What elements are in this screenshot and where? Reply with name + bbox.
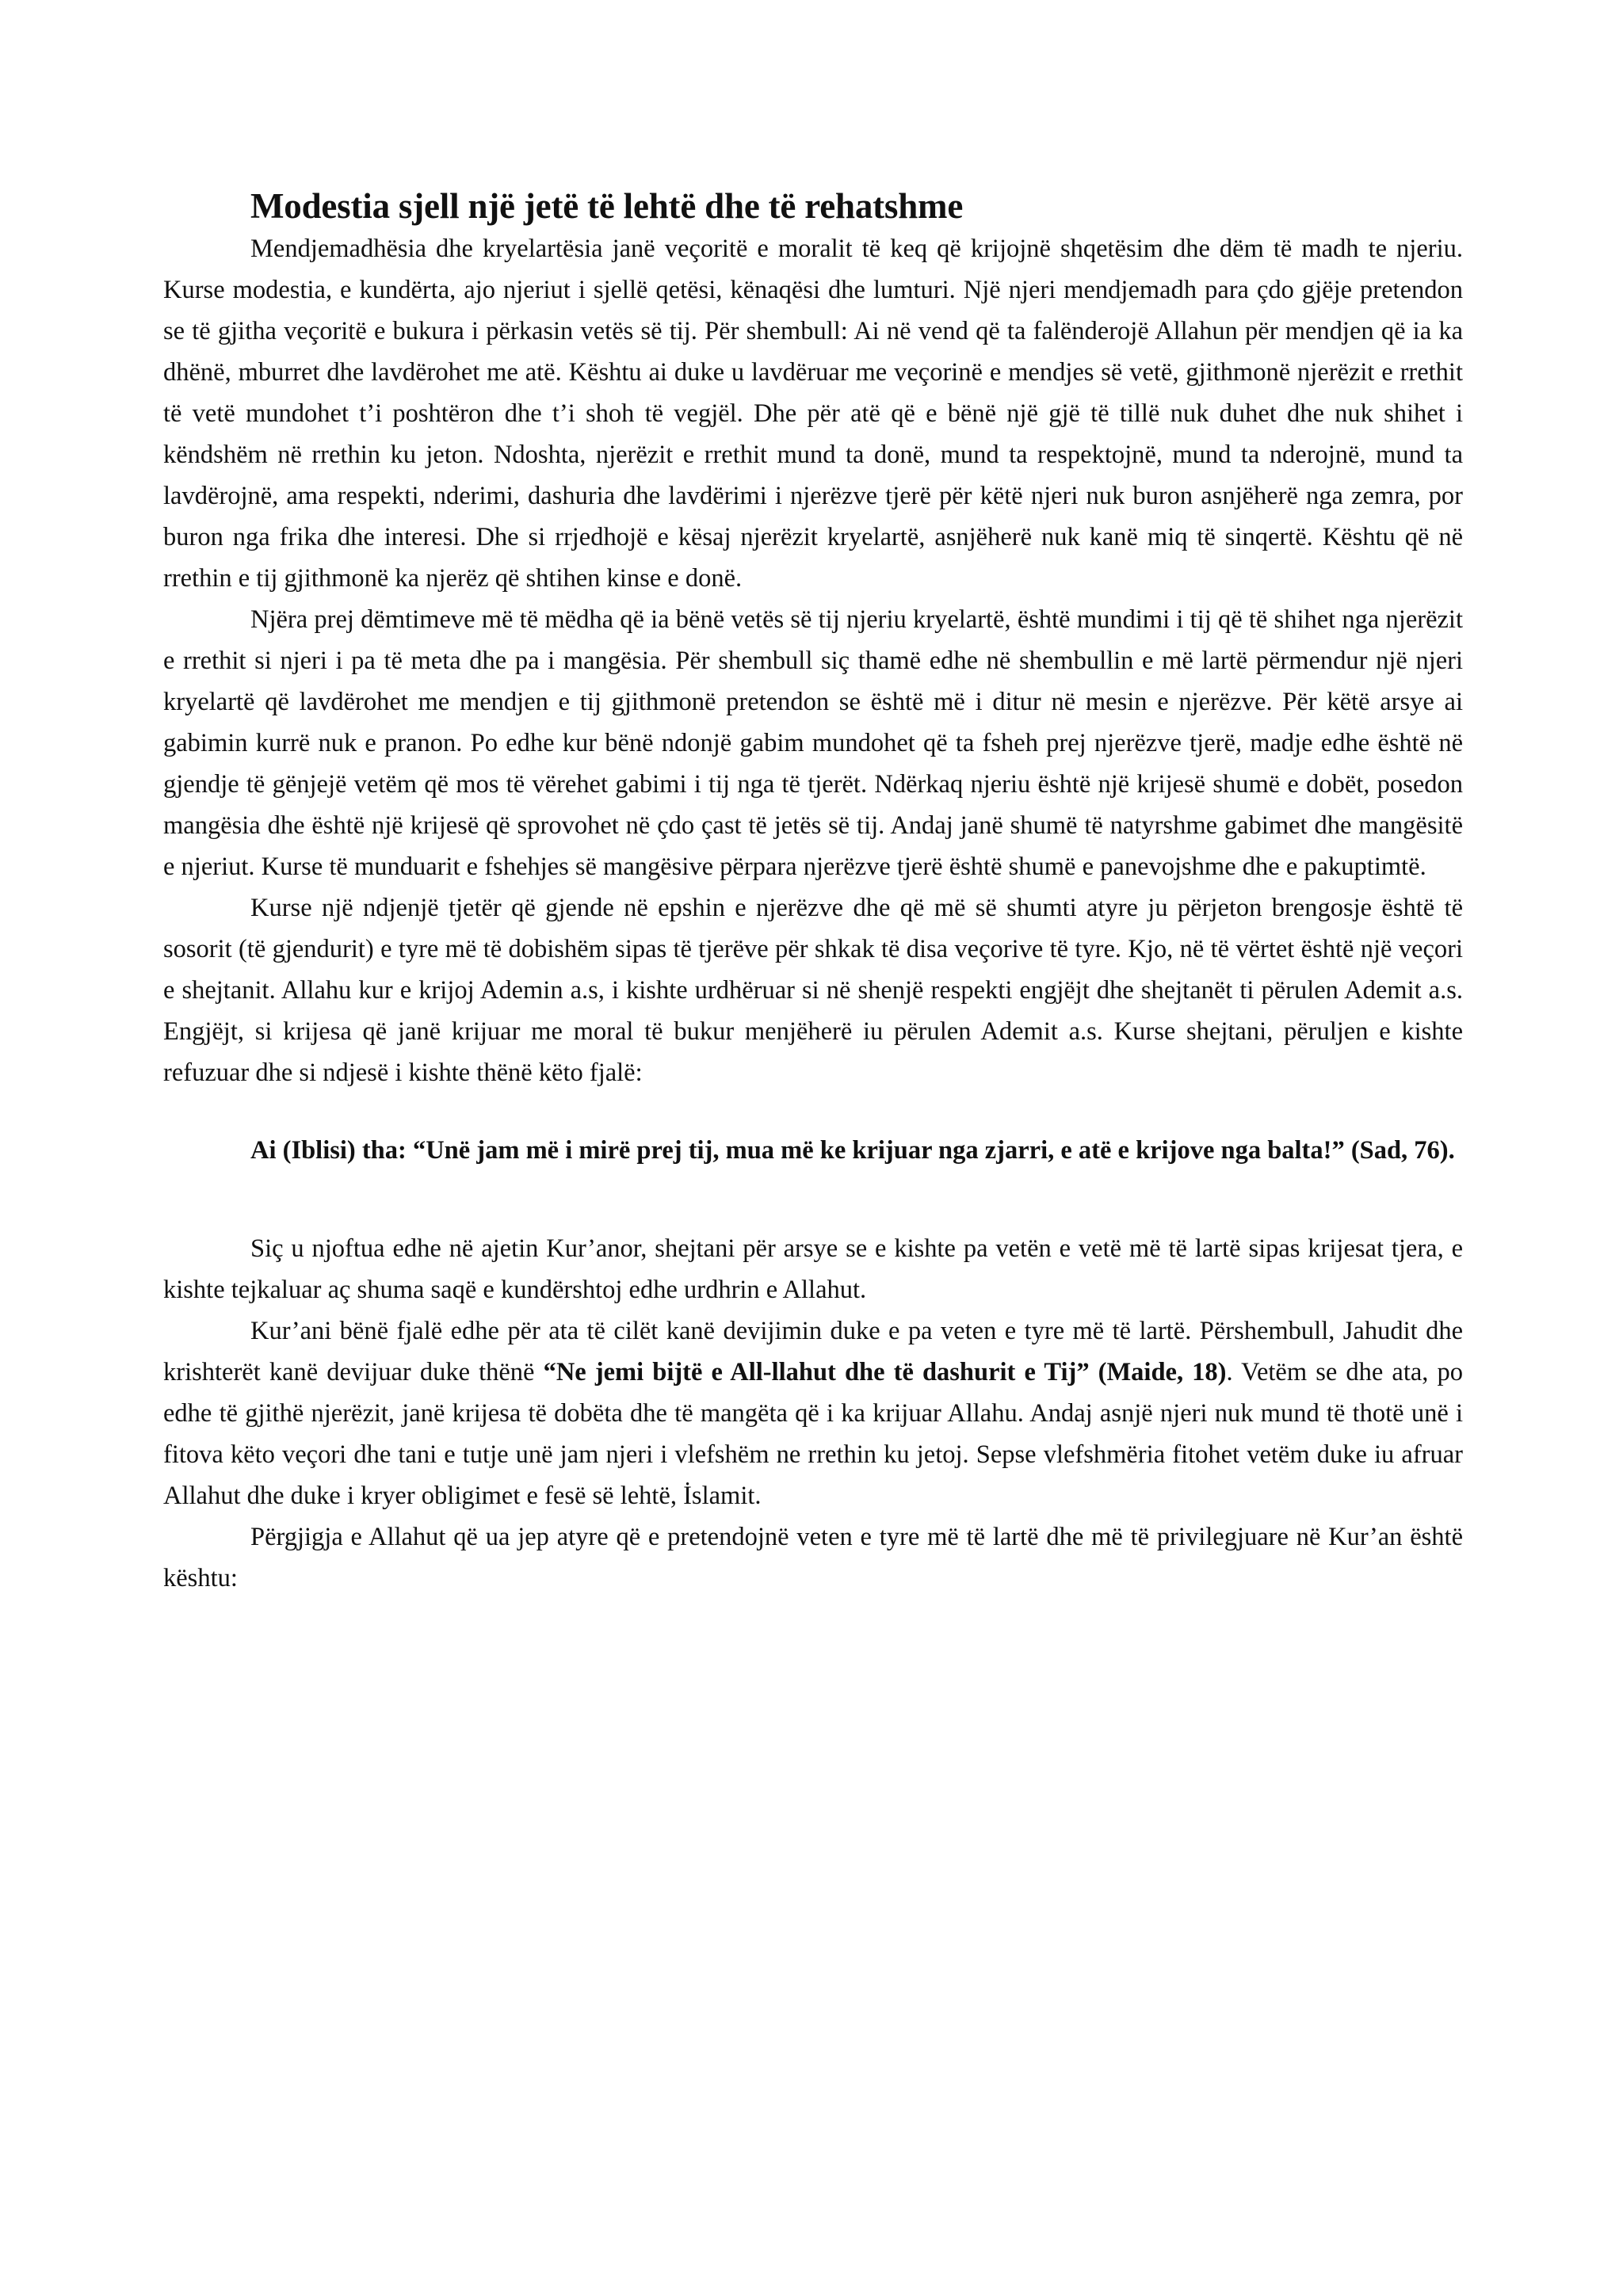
paragraph-6: Përgjigja e Allahut që ua jep atyre që e pretendojnë veten e tyre më të lartë dhe më të privilegjuare në Kur’an është kështu:: [163, 1523, 1463, 1592]
spacer: [163, 1171, 1463, 1228]
document-body: [163, 184, 1463, 1599]
paragraph-1: Mendjemadhësia dhe kryelartësia janë veçoritë e moralit të keq që krijojnë shqetësim dhe dëm të madh te njeriu. Kurse modestia, e kundërta, ajo njeriut i sjellë qetësi, kënaqësi dhe lumturi. Një njeri mendjemadh para çdo gjëje pretendon se të gjitha veçoritë e bukura i përkasin vetës së tij. Për shembull: Ai në vend që ta falënderojë Allahun për mendjen që ia ka dhënë, mburret dhe lavdërohet me atë. Kështu ai duke u lavdëruar me veçorinë e mendjes së vetë, gjithmonë njerëzit e rrethit të vetë mundohet t’i poshtëron dhe t’i shoh të vegjël. Dhe për atë që e bënë një gjë të tillë nuk duhet dhe nuk shihet i këndshëm në rrethin ku jeton. Ndoshta, njerëzit e rrethit mund ta donë, mund ta respektojnë, mund ta nderojnë, mund ta lavdërojnë, ama respekti, nderimi, dashuria dhe lavdërimi i njerëzve tjerë për këtë njeri nuk buron asnjëherë nga zemra, por buron nga frika dhe interesi. Dhe si rrjedhojë e kësaj njerëzit kryelartë, asnjëherë nuk kanë miq të sinqertë. Kështu që në rrethin e tij gjithmonë ka njerëz që shtihen kinse e donë.: [163, 235, 1463, 593]
paragraph-5-text-start: Kur’ani bënë fjalë edhe për ata të cilët kanë devijimin duke e pa veten e tyre më të lartë. Përshembull, Jahudit dhe krishterët kanë devijuar duke thënë: [163, 1317, 1463, 1386]
paragraph-4: Siç u njoftua edhe në ajetin Kur’anor, shejtani për arsye se e kishte pa vetën e vetë më të lartë sipas krijesat tjera, e kishte tejkaluar aç shuma saqë e kundërshtoj edhe urdhrin e Allahut.: [163, 1234, 1463, 1304]
paragraph-3: Kurse një ndjenjë tjetër që gjende në epshin e njerëzve dhe që më së shumti atyre ju përjeton brengosje është të sosorit (të gjendurit) e tyre më të dobishëm sipas të tjerëve për shkak të disa veçorive të tyre. Kjo, në të vërtet është një veçori e shejtanit. Allahu kur e krijoj Ademin a.s, i kishte urdhëruar si në shenjë respekti engjëjt dhe shejtanët ti përulen Ademit a.s. Engjëjt, si krijesa që janë krijuar me moral të bukur menjëherë iu përulen Ademit a.s. Kurse shejtani, përuljen e kishte refuzuar dhe si ndjesë i kishte thënë këto fjalë:: [163, 894, 1463, 1087]
paragraph-5-text-end: . Vetëm se dhe ata, po edhe të gjithë njerëzit, janë krijesa të dobëta dhe të mangëta që i ka krijuar Allahu. Andaj asnjë njeri nuk mund të thotë unë i fitova këto veçori dhe tani e tutje unë jam njeri i vlefshëm ne rrethin ku jetoj. Sepse vlefshmëria fitohet vetëm duke iu afruar Allahut dhe duke i kryer obligimet e fesë së lehtë, İslamit.: [163, 1358, 1463, 1510]
paragraph-2: Njëra prej dëmtimeve më të mëdha që ia bënë vetës së tij njeriu kryelartë, është mundimi i tij që të shihet nga njerëzit e rrethit si njeri i pa të meta dhe pa i mangësia. Për shembull siç thamë edhe në shembullin e më lartë përmendur një njeri kryelartë që lavdërohet me mendjen e tij gjithmonë pretendon se është më i ditur në mesin e njerëzve. Për këtë arsye ai gabimin kurrë nuk e pranon. Po edhe kur bënë ndonjë gabim mundohet që ta fsheh prej njerëzve tjerë, madje edhe është në gjendje të gënjejë vetëm që mos të vërehet gabimi i tij nga të tjerët. Ndërkaq njeriu është një krijesë shumë e dobët, posedon mangësia dhe është një krijesë që sprovohet në çdo çast të jetës së tij. Andaj janë shumë të natyrshme gabimet dhe mangësitë e njeriut. Kurse të munduarit e fshehjes së mangësive përpara njerëzve tjerë është shumë e panevojshme dhe e pakuptimtë.: [163, 605, 1463, 881]
spacer: [163, 1093, 1463, 1130]
paragraph-5-bold-quote: “Ne jemi bijtë e All-llahut dhe të dashurit e Tij” (Maide, 18): [543, 1358, 1227, 1386]
document-title: Modestia sjell një jetë të lehtë dhe të rehatshme: [250, 186, 964, 226]
quran-quote: Ai (Iblisi) tha: “Unë jam më i mirë prej tij, mua më ke krijuar nga zjarri, e atë e krijove nga balta!” (Sad, 76).: [250, 1136, 1455, 1165]
paragraph-5: [163, 1310, 1463, 1516]
